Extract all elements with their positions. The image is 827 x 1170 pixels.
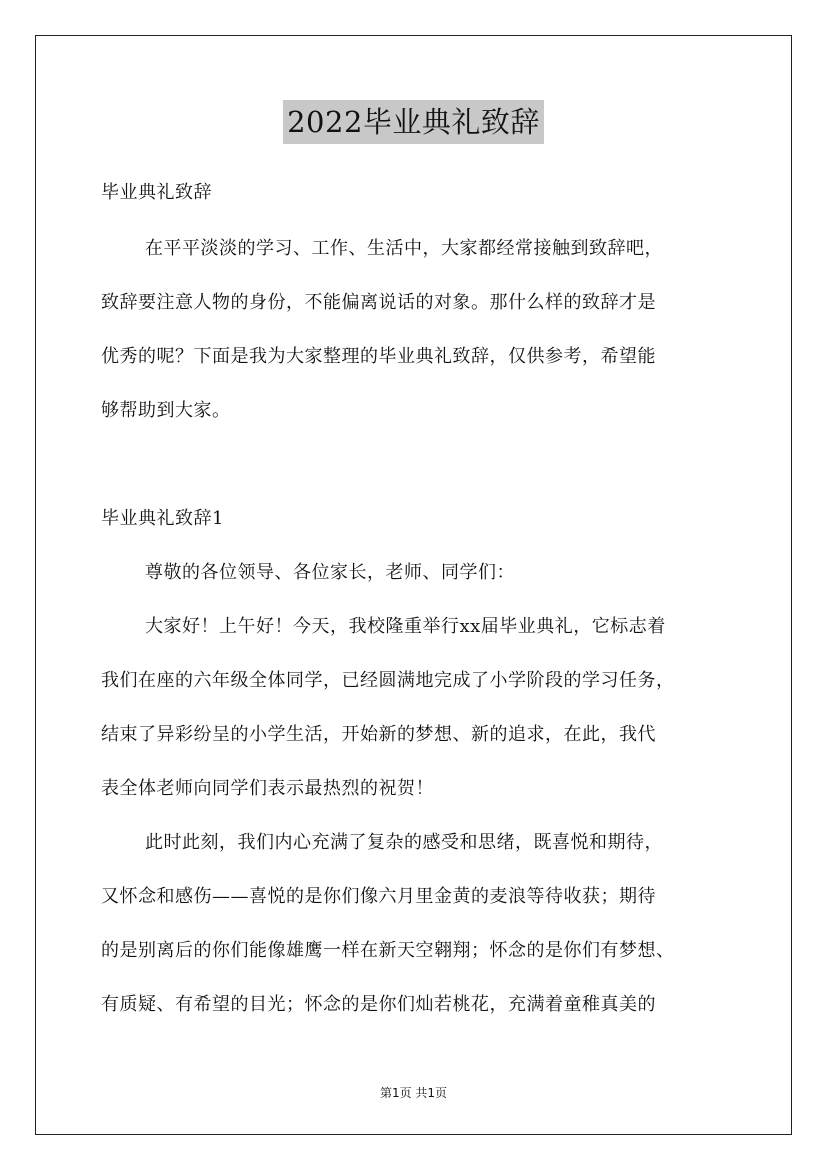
paragraph-line: 致辞要注意人物的身份，不能偏离说话的对象。那什么样的致辞才是: [101, 292, 656, 313]
paragraph-line: 我们在座的六年级全体同学，已经圆满地完成了小学阶段的学习任务，: [101, 670, 675, 691]
paragraph-line: 的是别离后的你们能像雄鹰一样在新天空翱翔；怀念的是你们有梦想、: [101, 940, 675, 961]
paragraph-line: 有质疑、有希望的目光；怀念的是你们灿若桃花，充满着童稚真美的: [101, 994, 656, 1015]
paragraph-line: 表全体老师向同学们表示最热烈的祝贺！: [101, 778, 434, 799]
section-heading: 毕业典礼致辞: [101, 182, 212, 203]
section-heading: 毕业典礼致辞1: [101, 508, 224, 529]
paragraph-line: 此时此刻，我们内心充满了复杂的感受和思绪，既喜悦和期待，: [145, 832, 663, 853]
paragraph-line: 在平平淡淡的学习、工作、生活中，大家都经常接触到致辞吧，: [145, 238, 663, 259]
page-footer: 第1页 共1页: [379, 1086, 448, 1100]
paragraph-line: 尊敬的各位领导、各位家长，老师、同学们：: [145, 562, 515, 583]
document-title: 2022毕业典礼致辞: [283, 100, 544, 144]
paragraph-line: 结束了异彩纷呈的小学生活，开始新的梦想、新的追求，在此，我代: [101, 724, 656, 745]
paragraph-line: 又怀念和感伤——喜悦的是你们像六月里金黄的麦浪等待收获；期待: [101, 886, 656, 907]
paragraph-line: 优秀的呢？下面是我为大家整理的毕业典礼致辞，仅供参考，希望能: [101, 346, 656, 367]
paragraph-line: 够帮助到大家。: [101, 400, 231, 421]
paragraph-line: 大家好！上午好！今天，我校隆重举行xx届毕业典礼，它标志着: [145, 616, 666, 637]
